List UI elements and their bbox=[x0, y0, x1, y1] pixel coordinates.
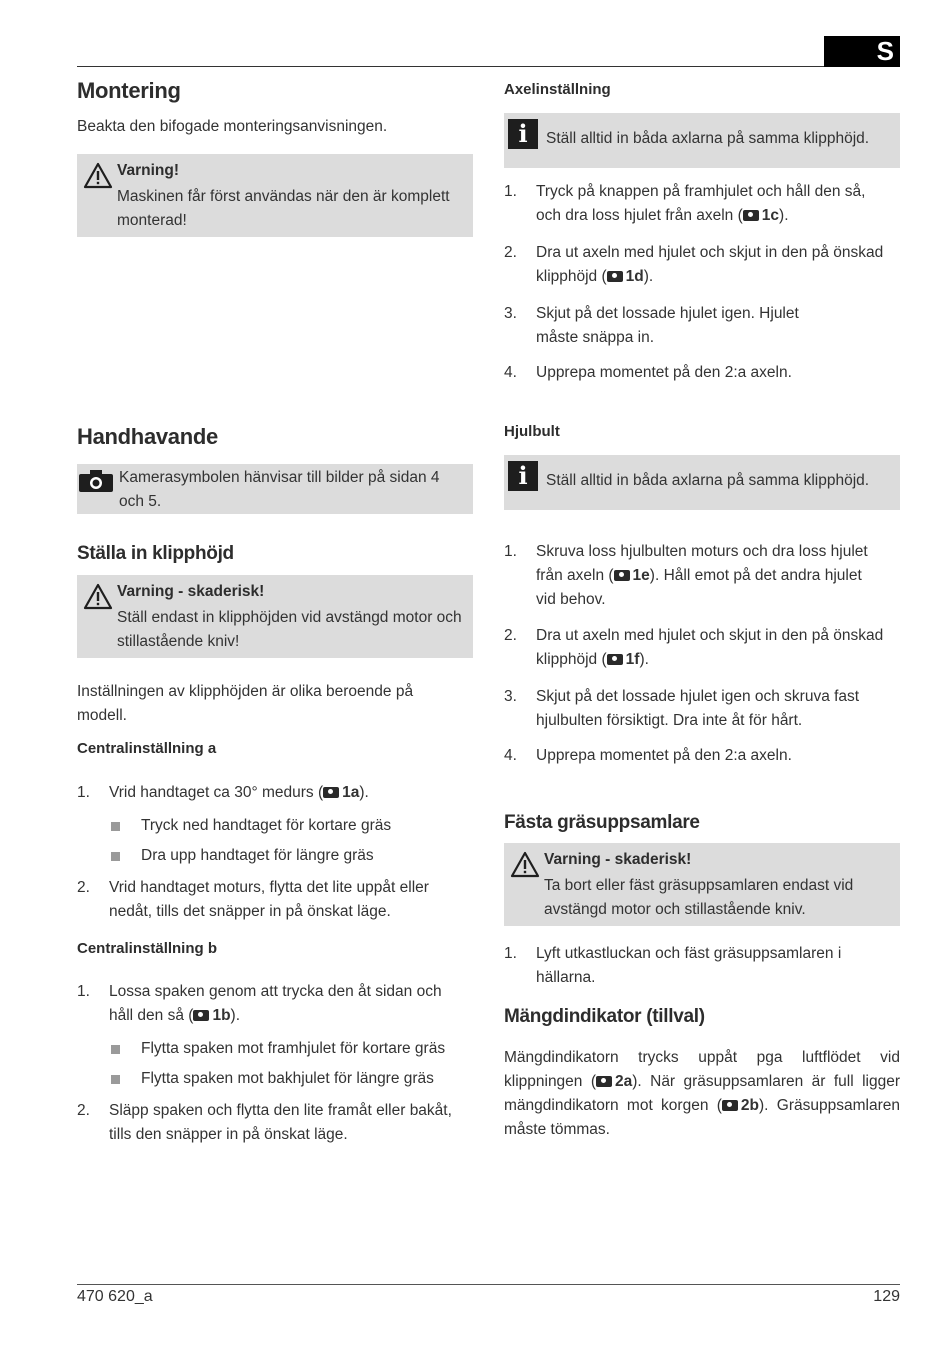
step-number: 4. bbox=[504, 747, 517, 764]
bullet-square-icon bbox=[111, 822, 120, 831]
figure-ref: 1d bbox=[625, 268, 644, 285]
bullet-text: Flytta spaken mot framhjulet för kortare gräs bbox=[141, 1040, 446, 1057]
step-text: Vrid handtaget ca 30° medurs ( bbox=[109, 784, 324, 801]
step-text: Dra ut axeln med hjulet och skjut in den på önskad klipphöjd ( bbox=[536, 244, 884, 285]
step-text: Dra ut axeln med hjulet och skjut in den på önskad klipphöjd ( bbox=[536, 627, 884, 668]
warning-triangle-icon bbox=[83, 162, 113, 189]
paragraph-text: Mängdindikatorn trycks uppåt pga luftflödet vid klippningen ( bbox=[504, 1049, 900, 1090]
figure-ref: 1e bbox=[632, 567, 650, 584]
bullet-text: Flytta spaken mot bakhjulet för längre gräs bbox=[141, 1070, 434, 1087]
header-rule bbox=[77, 66, 824, 67]
step-number: 2. bbox=[77, 1102, 90, 1119]
step-number: 2. bbox=[77, 879, 90, 896]
bullet-text: Tryck ned handtaget för kortare gräs bbox=[141, 817, 392, 834]
list-item bbox=[77, 814, 473, 838]
camera-ref-icon bbox=[614, 570, 630, 581]
page-number: 129 bbox=[873, 1288, 900, 1305]
list-item bbox=[77, 844, 473, 868]
montering-intro: Beakta den bifogade monteringsanvisningen. bbox=[77, 118, 388, 135]
camera-ref-icon bbox=[743, 210, 759, 221]
central-a-title: Centralinställning a bbox=[77, 740, 217, 757]
step-number: 4. bbox=[504, 364, 517, 381]
step-text-end: ). bbox=[643, 268, 654, 285]
warning-box-klipphojd bbox=[77, 575, 473, 658]
step-number: 2. bbox=[504, 244, 517, 261]
camera-ref-icon bbox=[607, 271, 623, 282]
figure-ref: 1b bbox=[212, 1007, 231, 1024]
figure-ref: 1c bbox=[761, 207, 780, 224]
figure-ref: 2a bbox=[615, 1073, 633, 1090]
info-box-axel bbox=[504, 113, 900, 168]
subsection-title-mangd: Mängdindikator (tillval) bbox=[504, 1006, 705, 1027]
list-item bbox=[504, 744, 900, 768]
central-b-title: Centralinställning b bbox=[77, 940, 218, 957]
list-item bbox=[504, 241, 900, 289]
bullet-square-icon bbox=[111, 852, 120, 861]
klipphojd-intro: Inställningen av klipphöjden är olika beroende på modell. bbox=[77, 683, 414, 724]
camera-ref-icon bbox=[722, 1100, 738, 1111]
step-text-end: ). bbox=[779, 207, 789, 224]
step-text: Upprepa momentet på den 2:a axeln. bbox=[536, 747, 792, 764]
list-item bbox=[77, 1067, 473, 1091]
camera-icon bbox=[79, 470, 113, 492]
step-text-end: ). bbox=[359, 784, 369, 801]
step-text: Släpp spaken och flytta den lite framåt eller bakåt, tills den snäpper in på önskat läge. bbox=[109, 1102, 452, 1143]
footer-rule bbox=[77, 1284, 900, 1285]
step-number: 3. bbox=[504, 305, 517, 322]
doc-number: 470 620_a bbox=[77, 1288, 153, 1305]
language-tab: S bbox=[824, 36, 900, 67]
camera-ref-icon bbox=[193, 1010, 209, 1021]
step-text: Tryck på knappen på framhjulet och håll den så, och dra loss hjulet från axeln ( bbox=[536, 183, 866, 224]
step-text-end: ). bbox=[230, 1007, 241, 1024]
list-item bbox=[77, 876, 447, 924]
mangd-paragraph bbox=[504, 1046, 900, 1142]
list-item bbox=[504, 361, 900, 385]
section-title-montering: Montering bbox=[77, 78, 181, 103]
warning-box-montering bbox=[77, 154, 473, 237]
step-text: Skjut på det lossade hjulet igen. Hjulet måste snäppa in. bbox=[536, 305, 799, 346]
warning-title: Varning! bbox=[117, 162, 180, 179]
warning-text: Ställ endast in klipphöjden vid avstängd motor och stillastående kniv! bbox=[117, 609, 462, 650]
step-text: Lyft utkastluckan och fäst gräsuppsamlaren i hällarna. bbox=[536, 945, 842, 986]
bullet-square-icon bbox=[111, 1045, 120, 1054]
hjulbult-title: Hjulbult bbox=[504, 423, 560, 440]
step-number: 2. bbox=[504, 627, 517, 644]
step-text: Lossa spaken genom att trycka den åt sidan och håll den så ( bbox=[109, 983, 442, 1024]
step-text-end: ). Håll emot på det andra hjulet vid behov. bbox=[536, 567, 862, 608]
list-item bbox=[77, 1099, 467, 1147]
warning-text: Maskinen får först användas när den är komplett monterad! bbox=[117, 188, 450, 229]
paragraph-text: ). När gräsuppsamlaren är full ligger mängdindikatorn mot korgen ( bbox=[504, 1073, 900, 1114]
subsection-title-stalla: Ställa in klipphöjd bbox=[77, 543, 234, 564]
info-icon: i bbox=[508, 461, 538, 491]
figure-ref: 2b bbox=[740, 1097, 760, 1114]
step-number: 1. bbox=[77, 784, 90, 801]
figure-ref: 1f bbox=[625, 651, 640, 668]
list-item bbox=[504, 302, 804, 350]
step-text: Skjut på det lossade hjulet igen och skruva fast hjulbulten försiktigt. Dra inte åt för hårt. bbox=[536, 688, 860, 729]
warning-title: Varning - skaderisk! bbox=[544, 851, 692, 868]
list-item bbox=[504, 942, 864, 990]
list-item bbox=[504, 540, 879, 612]
step-text-end: ). bbox=[639, 651, 649, 668]
list-item bbox=[504, 180, 884, 228]
warning-box-fasta bbox=[504, 843, 900, 926]
step-number: 1. bbox=[504, 543, 517, 560]
list-item bbox=[77, 980, 462, 1028]
info-text: Ställ alltid in båda axlarna på samma klipphöjd. bbox=[546, 130, 870, 147]
step-text: Upprepa momentet på den 2:a axeln. bbox=[536, 364, 792, 381]
camera-ref-icon bbox=[323, 787, 339, 798]
camera-ref-icon bbox=[607, 654, 623, 665]
warning-triangle-icon bbox=[83, 583, 113, 610]
subsection-title-fasta: Fästa gräsuppsamlare bbox=[504, 812, 700, 833]
step-number: 3. bbox=[504, 688, 517, 705]
section-title-handhavande: Handhavande bbox=[77, 424, 218, 449]
step-text: Skruva loss hjulbulten moturs och dra loss hjulet från axeln ( bbox=[536, 543, 868, 584]
camera-note-text: Kamerasymbolen hänvisar till bilder på sidan 4 och 5. bbox=[119, 469, 440, 510]
info-icon: i bbox=[508, 119, 538, 149]
camera-ref-icon bbox=[596, 1076, 612, 1087]
warning-text: Ta bort eller fäst gräsuppsamlaren endast vid avstängd motor och stillastående kniv. bbox=[544, 877, 854, 918]
list-item bbox=[504, 624, 900, 672]
step-number: 1. bbox=[77, 983, 90, 1000]
paragraph-text: ). Gräsuppsamlaren måste tömmas. bbox=[504, 1097, 900, 1138]
list-item bbox=[77, 1037, 473, 1061]
info-box-hjulbult bbox=[504, 455, 900, 510]
step-number: 1. bbox=[504, 183, 517, 200]
warning-title: Varning - skaderisk! bbox=[117, 583, 265, 600]
bullet-square-icon bbox=[111, 1075, 120, 1084]
step-text: Vrid handtaget moturs, flytta det lite uppåt eller nedåt, tills det snäpper in på önskat läge. bbox=[109, 879, 429, 920]
warning-triangle-icon bbox=[510, 851, 540, 878]
list-item bbox=[504, 685, 879, 733]
info-text: Ställ alltid in båda axlarna på samma klipphöjd. bbox=[546, 472, 870, 489]
bullet-text: Dra upp handtaget för längre gräs bbox=[141, 847, 374, 864]
list-item bbox=[77, 781, 473, 805]
camera-note-box bbox=[77, 464, 473, 514]
step-number: 1. bbox=[504, 945, 517, 962]
figure-ref: 1a bbox=[342, 784, 360, 801]
axel-title: Axelinställning bbox=[504, 81, 611, 98]
